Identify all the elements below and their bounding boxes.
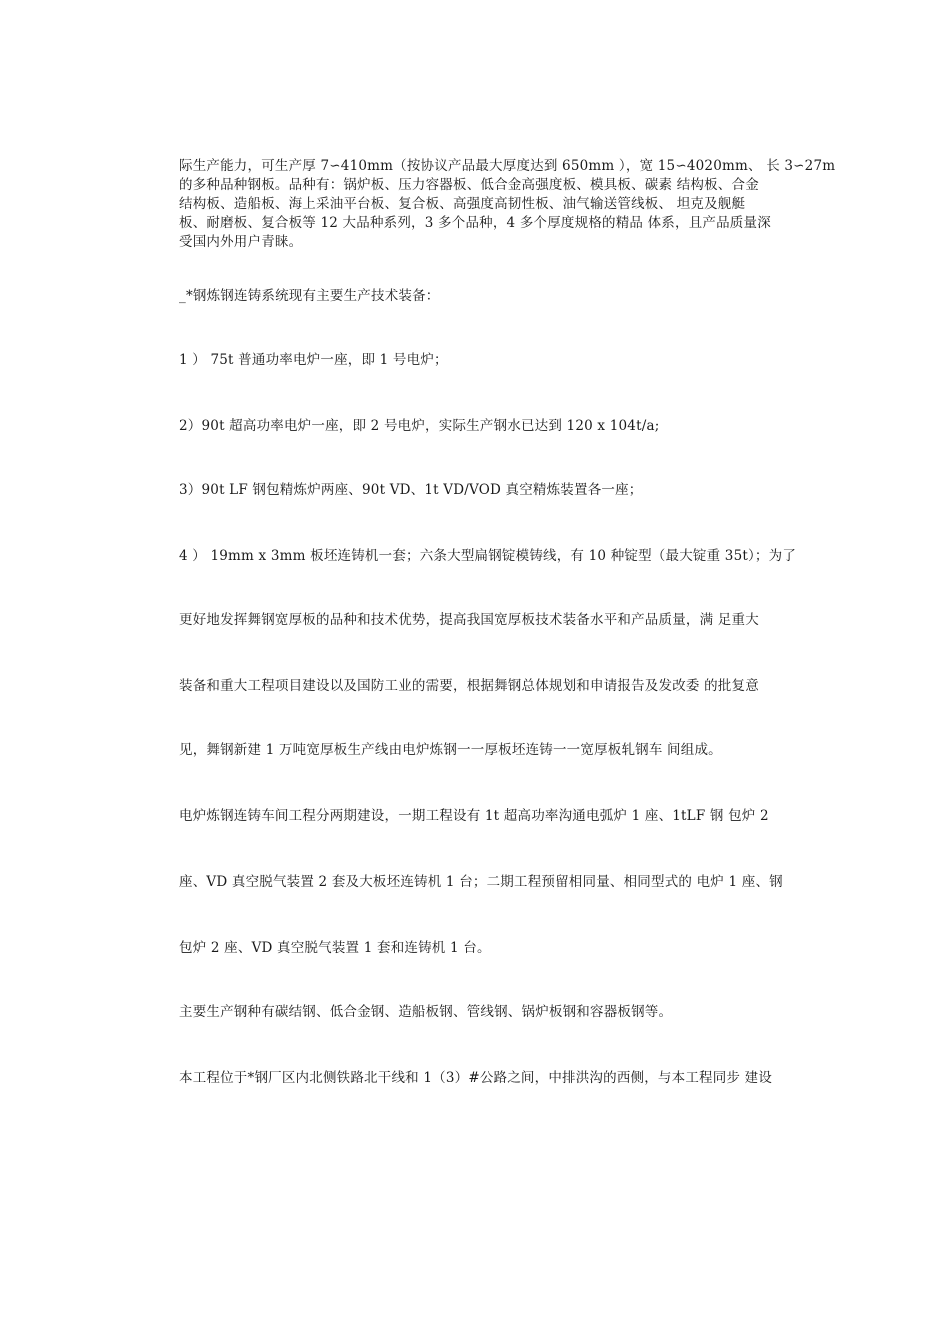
body-line: 包炉 2 座、VD 真空脱气装置 1 套和连铸机 1 台。: [179, 940, 491, 956]
equipment-item: 4 ） 19mm x 3mm 板坯连铸机一套；六条大型扁钢锭模铸线，有 10 种锭型（最大锭重 35t）；为了: [179, 548, 797, 564]
body-line: 本工程位于*钢厂区内北侧铁路北干线和 1（3）#公路之间，中排洪沟的西侧，与本工程同步 建设: [179, 1070, 773, 1086]
intro-line: 受国内外用户青睐。: [179, 234, 303, 250]
body-line: 电炉炼钢连铸车间工程分两期建设，一期工程设有 1t 超高功率沟通电弧炉 1 座、1tLF 钢 包炉 2: [179, 808, 769, 824]
intro-line: 际生产能力，可生产厚 7∽410mm（按协议产品最大厚度达到 650mm ），宽 15∽4020mm、 长 3∽27m: [179, 158, 836, 174]
equipment-item: 3）90t LF 钢包精炼炉两座、90t VD、1t VD/VOD 真空精炼装置各一座；: [179, 482, 643, 498]
equipment-item: 2）90t 超高功率电炉一座，即 2 号电炉，实际生产钢水已达到 120 x 104t/a;: [179, 418, 660, 434]
intro-line: 板、耐磨板、复合板等 12 大品种系列，3 多个品种，4 多个厚度规格的精品 体系，且产品质量深: [179, 215, 771, 231]
equipment-item: 1 ） 75t 普通功率电炉一座，即 1 号电炉；: [179, 352, 448, 368]
body-line: 装备和重大工程项目建设以及国防工业的需要，根据舞钢总体规划和申请报告及发改委 的批复意: [179, 678, 759, 694]
intro-line: 结构板、造船板、海上采油平台板、复合板、高强度高韧性板、油气输送管线板、 坦克及舰艇: [179, 196, 746, 212]
body-line: 座、VD 真空脱气装置 2 套及大板坯连铸机 1 台；二期工程预留相同量、相同型式的 电炉 1 座、钢: [179, 874, 783, 890]
body-line: 见，舞钢新建 1 万吨宽厚板生产线由电炉炼钢一一厚板坯连铸一一宽厚板轧钢车 间组成。: [179, 742, 722, 758]
body-line: 更好地发挥舞钢宽厚板的品种和技术优势，提高我国宽厚板技术装备水平和产品质量，满 足重大: [179, 612, 759, 628]
body-line: 主要生产钢种有碳结钢、低合金钢、造船板钢、管线钢、锅炉板钢和容器板钢等。: [179, 1004, 673, 1020]
intro-line: 的多种品种钢板。品种有：锅炉板、压力容器板、低合金高强度板、模具板、碳素 结构板、合金: [179, 177, 759, 193]
section-heading: _*钢炼钢连铸系统现有主要生产技术装备：: [179, 288, 440, 304]
intro-paragraph: [179, 157, 855, 252]
